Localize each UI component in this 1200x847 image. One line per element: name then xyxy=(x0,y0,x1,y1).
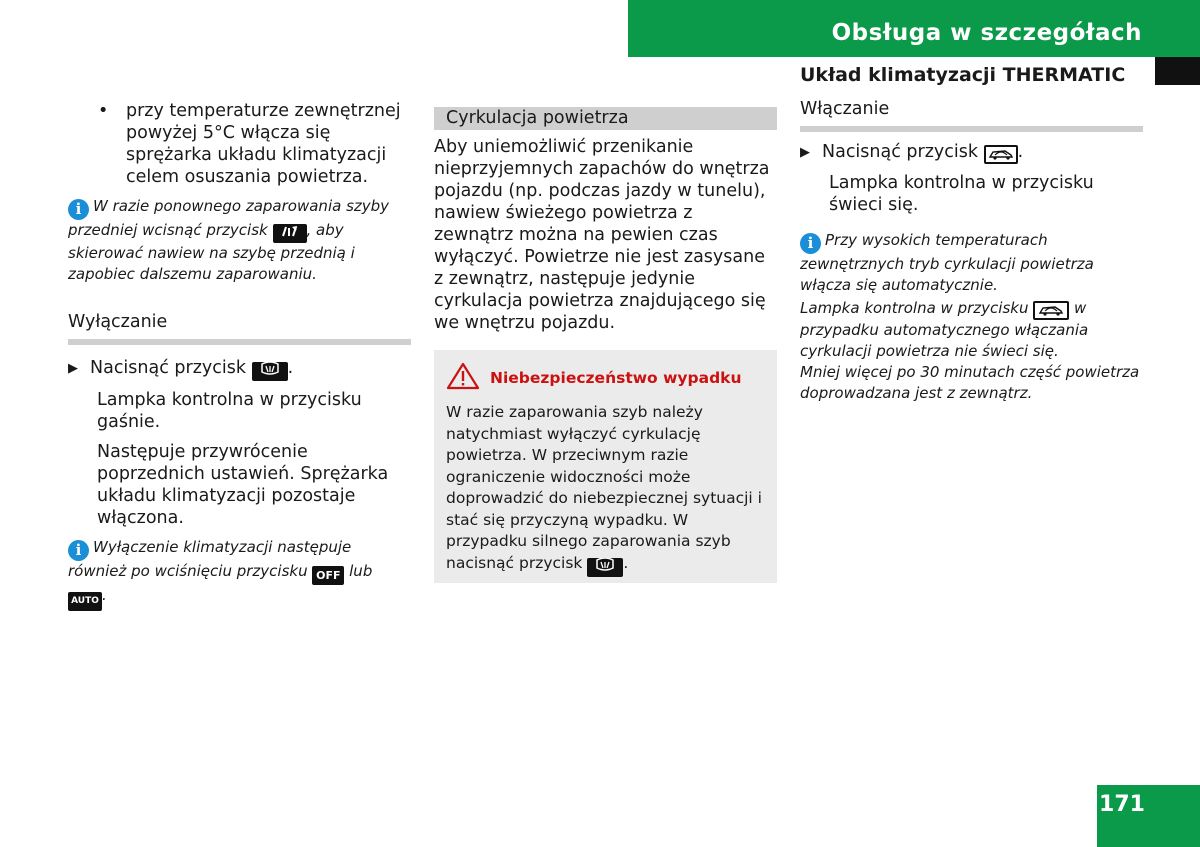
bullet-text: przy temperaturze zewnętrznej powyżej 5°C włącza się sprężarka układu klimatyzacji celem osuszania powietrza. xyxy=(126,101,401,187)
step-press-button: ▶ Nacisnąć przycisk . xyxy=(68,357,411,381)
warning-box: Niebezpieczeństwo wypadku W razie zaparowania szyb należy natychmiast wyłączyć cyrkulację powietrza. W przeciwnym razie ograniczenie widoczności może doprowadzić do niebezpiecznej sytuacji i stać się przyczyną wypadku. W przypadku silnego zaparowania szyb nacisnąć przycisk . xyxy=(434,350,777,583)
info-note-defrost: i W razie ponownego zaparowania szyby przedniej wcisnąć przycisk , aby skierować nawiew na szybę przednią i zapobiec dalszemu zaparowaniu. xyxy=(68,197,390,283)
column-left xyxy=(68,100,411,611)
step-arrow-icon: ▶ xyxy=(800,145,810,160)
recirculation-description: Aby uniemożliwić przenikanie nieprzyjemnych zapachów do wnętrza pojazdu (np. podczas jazdy w tunelu), nawiew świeżego powietrza z zewnątrz można na pewien czas wyłączyć. Powietrze nie jest zasysane z zewnątrz, następuje jedynie cyrkulacja powietrza znajdującego się we wnętrzu pojazdu. xyxy=(434,137,770,333)
result-lamp-on: Lampka kontrolna w przycisku świeci się. xyxy=(829,173,1094,215)
info-note-auto-recirculation: i Przy wysokich temperaturach zewnętrznych tryb cyrkulacji powietrza włącza się automatycznie. Lampka kontrolna w przycisku w przypadku automatycznego włączania cyrkulacji powietrza nie świeci się. Mniej więcej po 30 minutach część powietrza doprowadzana jest z zewnątrz. xyxy=(800,231,1140,402)
section-tab-marker xyxy=(1155,57,1200,85)
subhead-off: Wyłączanie xyxy=(68,311,411,345)
air-recirculation-car-button-icon xyxy=(984,145,1018,164)
subhead-on: Włączanie xyxy=(800,98,1143,132)
info-icon: i xyxy=(800,233,821,254)
auto-button-icon: AUTO xyxy=(68,592,102,611)
warning-triangle-icon xyxy=(446,362,480,390)
column-right xyxy=(800,98,1143,404)
section-title: Układ klimatyzacji THERMATIC xyxy=(800,64,1126,86)
info-icon: i xyxy=(68,199,89,220)
info-icon: i xyxy=(68,540,89,561)
recirculation-button-icon xyxy=(252,362,288,381)
air-recirculation-car-button-icon xyxy=(1033,301,1069,320)
step-press-button-on: ▶ Nacisnąć przycisk . xyxy=(800,142,1024,162)
warning-heading: Niebezpieczeństwo wypadku xyxy=(446,358,765,402)
info-note-off: i Wyłączenie klimatyzacji następuje również po wciśnięciu przycisku OFF lub AUTO . xyxy=(68,537,411,611)
off-button-icon: OFF xyxy=(312,566,344,585)
result-lamp-off: Lampka kontrolna w przycisku gaśnie. xyxy=(97,390,362,432)
heading-air-recirculation: Cyrkulacja powietrza xyxy=(434,107,777,130)
recirculation-button-icon xyxy=(587,558,623,577)
warning-text: W razie zaparowania szyb należy natychmiast wyłączyć cyrkulację powietrza. W przeciwnym razie ograniczenie widoczności może doprowadzić do niebezpiecznej sytuacji i stać się przyczyną wypadku. W przypadku silnego zaparowania szyb nacisnąć przycisk xyxy=(446,403,762,572)
bullet-dot: • xyxy=(98,101,109,121)
column-middle xyxy=(434,107,777,583)
step-arrow-icon: ▶ xyxy=(68,361,78,376)
page-number: 171 xyxy=(1099,792,1145,817)
chapter-title: Obsługa w szczegółach xyxy=(831,20,1142,46)
windshield-defrost-button-icon xyxy=(273,224,307,243)
result-restore: Następuje przywrócenie poprzednich ustawień. Sprężarka układu klimatyzacji pozostaje włączona. xyxy=(97,442,389,528)
bullet-item xyxy=(68,100,411,188)
